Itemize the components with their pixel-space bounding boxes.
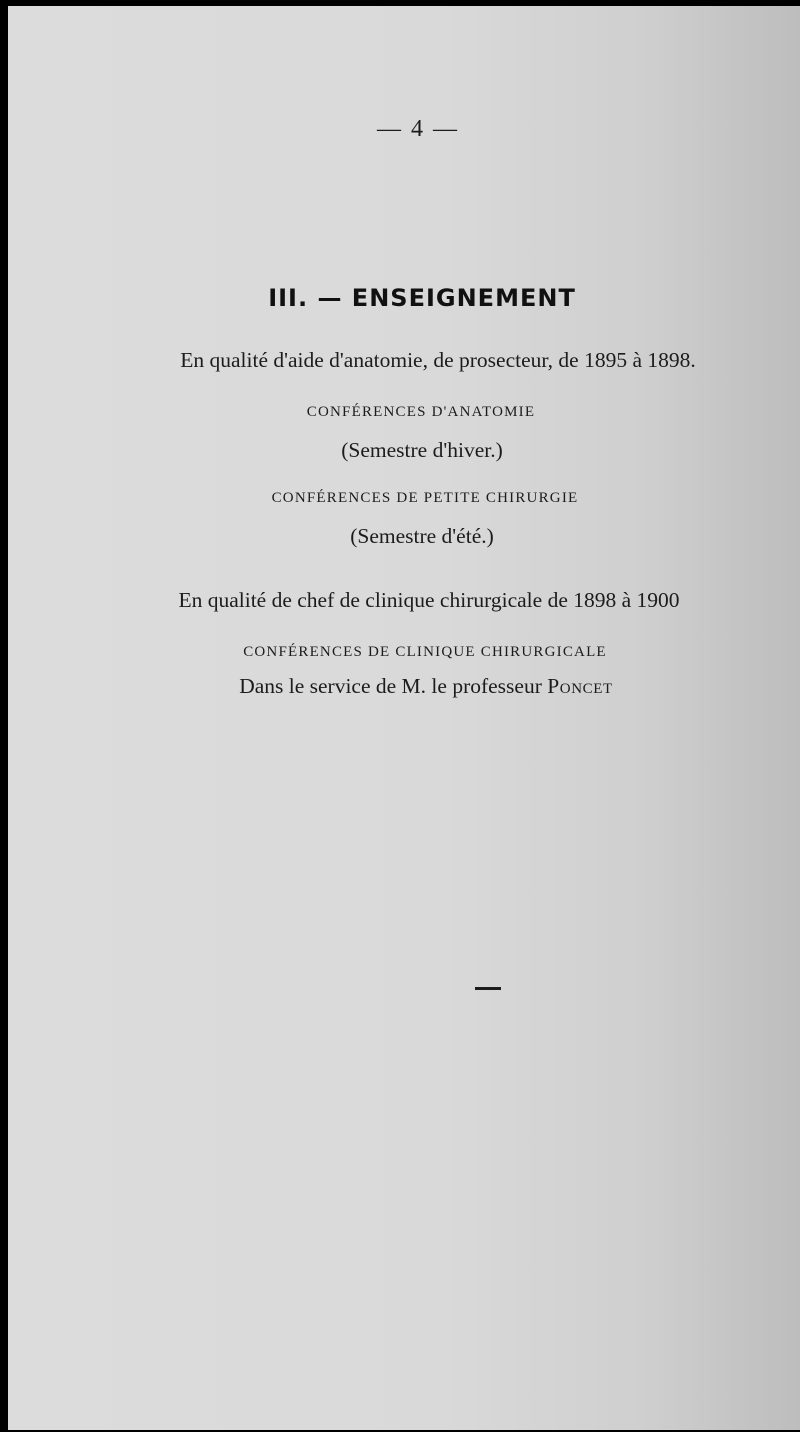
professor-name: Poncet: [547, 674, 613, 698]
document-page: [8, 6, 800, 1430]
page-number: — 4 —: [377, 116, 459, 142]
conference-clinical-surgery-heading: CONFÉRENCES DE CLINIQUE CHIRURGICALE: [243, 644, 607, 660]
conference-minor-surgery-heading: CONFÉRENCES DE PETITE CHIRURGIE: [271, 490, 579, 506]
clinic-role-text: En qualité de chef de clinique chirurgicale de 1898 à 1900: [178, 588, 680, 612]
service-prefix-text: Dans le service de M. le professeur: [239, 674, 542, 698]
anatomy-role-text: En qualité d'aide d'anatomie, de prosecteur, de 1895 à 1898.: [180, 348, 696, 372]
conference-anatomy-heading: CONFÉRENCES D'ANATOMIE: [306, 404, 536, 420]
section-heading: III. — ENSEIGNEMENT: [268, 284, 576, 312]
end-rule: [475, 987, 501, 990]
winter-semester-note: (Semestre d'hiver.): [341, 438, 503, 462]
service-line: [30, 674, 800, 699]
summer-semester-note: (Semestre d'été.): [350, 524, 494, 548]
